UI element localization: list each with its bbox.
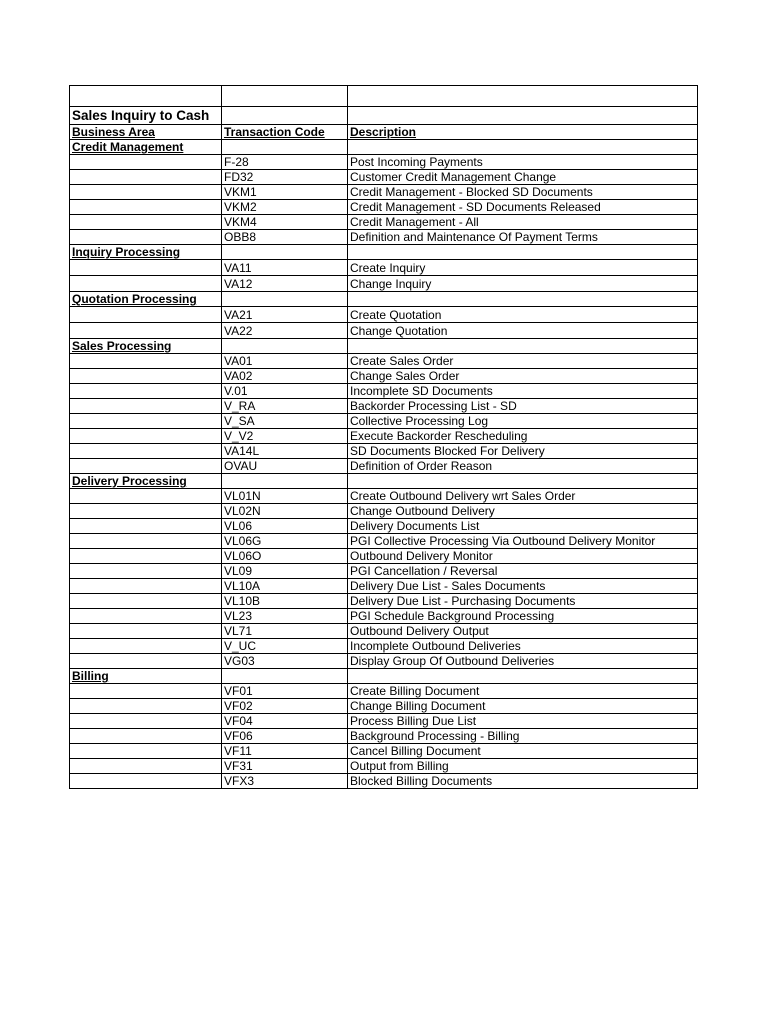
empty-cell[interactable] [70,170,222,185]
transaction-code-cell[interactable]: F-28 [222,155,348,170]
description-cell[interactable]: Blocked Billing Documents [348,774,698,789]
table-row [70,504,698,519]
table-row [70,594,698,609]
empty-cell[interactable] [70,200,222,215]
transaction-code-cell[interactable]: VA22 [222,323,348,339]
description-cell[interactable]: Collective Processing Log [348,414,698,429]
empty-cell[interactable] [70,654,222,669]
transaction-code-cell[interactable]: VF11 [222,744,348,759]
empty-cell[interactable] [70,714,222,729]
transaction-code-cell[interactable]: VF01 [222,684,348,699]
description-cell[interactable]: PGI Collective Processing Via Outbound Delivery Monitor [348,534,698,549]
title-row [70,107,698,125]
description-cell[interactable]: Post Incoming Payments [348,155,698,170]
transaction-code-cell[interactable]: OBB8 [222,230,348,245]
empty-cell[interactable] [70,215,222,230]
transaction-code-cell[interactable]: VA12 [222,276,348,292]
empty-cell[interactable] [70,414,222,429]
description-cell[interactable]: Incomplete Outbound Deliveries [348,639,698,654]
empty-cell[interactable] [70,444,222,459]
description-cell[interactable]: Change Billing Document [348,699,698,714]
description-cell[interactable]: SD Documents Blocked For Delivery [348,444,698,459]
column-header-transaction-code[interactable]: Transaction Code [222,125,348,140]
section-row [70,339,698,354]
description-cell[interactable]: PGI Schedule Background Processing [348,609,698,624]
empty-cell[interactable] [222,107,348,125]
column-header-business-area[interactable]: Business Area [70,125,222,140]
table-row [70,384,698,399]
section-row [70,292,698,307]
section-row [70,245,698,260]
empty-cell[interactable] [70,729,222,744]
empty-cell[interactable] [70,429,222,444]
description-cell[interactable]: Credit Management - SD Documents Released [348,200,698,215]
transaction-code-cell[interactable]: VL06O [222,549,348,564]
empty-cell[interactable] [70,684,222,699]
empty-cell[interactable] [222,292,348,307]
transaction-code-cell[interactable]: VF02 [222,699,348,714]
transaction-code-cell[interactable]: VL01N [222,489,348,504]
table-row [70,489,698,504]
description-cell[interactable]: Create Inquiry [348,260,698,276]
empty-cell[interactable] [70,489,222,504]
description-cell[interactable]: Credit Management - Blocked SD Documents [348,185,698,200]
description-cell[interactable]: Background Processing - Billing [348,729,698,744]
section-name[interactable]: Billing [70,669,222,684]
transaction-code-cell[interactable]: VA11 [222,260,348,276]
table-row [70,155,698,170]
table-row [70,354,698,369]
transaction-code-cell[interactable]: VL02N [222,504,348,519]
empty-cell[interactable] [70,564,222,579]
table-row [70,699,698,714]
table-row [70,714,698,729]
empty-cell[interactable] [70,624,222,639]
empty-cell[interactable] [70,86,222,107]
transaction-code-cell[interactable]: VL06 [222,519,348,534]
transaction-code-cell[interactable]: VFX3 [222,774,348,789]
empty-cell[interactable] [70,534,222,549]
description-cell[interactable]: Create Billing Document [348,684,698,699]
section-row [70,669,698,684]
empty-cell[interactable] [348,86,698,107]
transaction-code-cell[interactable]: VKM1 [222,185,348,200]
description-cell[interactable]: Delivery Due List - Purchasing Documents [348,594,698,609]
transaction-code-cell[interactable]: V_RA [222,399,348,414]
description-cell[interactable]: Create Quotation [348,307,698,323]
transaction-code-cell[interactable]: VA01 [222,354,348,369]
empty-cell[interactable] [70,185,222,200]
description-cell[interactable]: Change Sales Order [348,369,698,384]
transaction-code-cell[interactable]: VL10B [222,594,348,609]
description-cell[interactable]: Change Inquiry [348,276,698,292]
empty-cell[interactable] [70,307,222,323]
description-cell[interactable]: Cancel Billing Document [348,744,698,759]
empty-cell[interactable] [70,774,222,789]
empty-cell[interactable] [222,245,348,260]
transaction-code-cell[interactable]: VA21 [222,307,348,323]
empty-cell[interactable] [222,86,348,107]
empty-cell[interactable] [348,292,698,307]
description-cell[interactable]: Delivery Documents List [348,519,698,534]
transaction-code-cell[interactable]: V.01 [222,384,348,399]
table-row [70,429,698,444]
section-name[interactable]: Delivery Processing [70,474,222,489]
column-header-description[interactable]: Description [348,125,698,140]
transaction-code-cell[interactable]: VA02 [222,369,348,384]
table-row [70,323,698,339]
transaction-code-cell[interactable]: VKM4 [222,215,348,230]
empty-cell[interactable] [70,504,222,519]
transaction-code-cell[interactable]: VL10A [222,579,348,594]
section-name[interactable]: Quotation Processing [70,292,222,307]
transaction-code-cell[interactable]: VF31 [222,759,348,774]
description-cell[interactable]: Create Sales Order [348,354,698,369]
section-row [70,140,698,155]
transaction-code-table [69,85,698,789]
description-cell[interactable]: Display Group Of Outbound Deliveries [348,654,698,669]
transaction-code-cell[interactable]: VF04 [222,714,348,729]
table-row [70,744,698,759]
table-row [70,774,698,789]
description-cell[interactable]: Change Outbound Delivery [348,504,698,519]
transaction-code-cell[interactable]: VA14L [222,444,348,459]
description-cell[interactable]: Outbound Delivery Monitor [348,549,698,564]
description-cell[interactable]: Definition of Order Reason [348,459,698,474]
table-row [70,564,698,579]
transaction-code-cell[interactable]: VL71 [222,624,348,639]
table-row [70,399,698,414]
section-name[interactable]: Inquiry Processing [70,245,222,260]
table-row [70,369,698,384]
empty-cell[interactable] [222,140,348,155]
empty-cell[interactable] [70,579,222,594]
table-row [70,549,698,564]
empty-cell[interactable] [222,339,348,354]
description-cell[interactable]: Create Outbound Delivery wrt Sales Order [348,489,698,504]
transaction-code-cell[interactable]: OVAU [222,459,348,474]
header-row [70,125,698,140]
table-row [70,759,698,774]
empty-cell[interactable] [70,260,222,276]
table-row [70,230,698,245]
table-row [70,444,698,459]
transaction-code-cell[interactable]: VG03 [222,654,348,669]
empty-cell[interactable] [70,594,222,609]
empty-cell[interactable] [70,276,222,292]
empty-cell[interactable] [348,107,698,125]
empty-cell[interactable] [70,519,222,534]
empty-cell[interactable] [348,339,698,354]
description-cell[interactable]: Backorder Processing List - SD [348,399,698,414]
table-row [70,654,698,669]
empty-cell[interactable] [70,155,222,170]
table-row [70,170,698,185]
table-row [70,684,698,699]
empty-cell[interactable] [70,354,222,369]
table-row [70,414,698,429]
description-cell[interactable]: Process Billing Due List [348,714,698,729]
table-row [70,579,698,594]
transaction-code-cell[interactable]: VL06G [222,534,348,549]
empty-cell[interactable] [348,245,698,260]
empty-cell[interactable] [70,744,222,759]
empty-cell[interactable] [70,459,222,474]
transaction-code-cell[interactable]: V_SA [222,414,348,429]
empty-cell[interactable] [70,323,222,339]
section-name[interactable]: Sales Processing [70,339,222,354]
description-cell[interactable]: Credit Management - All [348,215,698,230]
table-row [70,260,698,276]
empty-cell[interactable] [348,140,698,155]
table-row [70,609,698,624]
description-cell[interactable]: Output from Billing [348,759,698,774]
empty-cell[interactable] [348,669,698,684]
empty-cell[interactable] [70,609,222,624]
table-row [70,185,698,200]
description-cell[interactable]: Change Quotation [348,323,698,339]
table-row [70,459,698,474]
spreadsheet-page [69,85,697,789]
table-row [70,276,698,292]
empty-cell[interactable] [70,384,222,399]
description-cell[interactable]: Outbound Delivery Output [348,624,698,639]
transaction-code-cell[interactable]: VKM2 [222,200,348,215]
empty-cell[interactable] [70,230,222,245]
table-row [70,534,698,549]
transaction-code-cell[interactable]: V_UC [222,639,348,654]
empty-cell[interactable] [70,369,222,384]
empty-cell[interactable] [70,639,222,654]
transaction-code-cell[interactable]: VL09 [222,564,348,579]
table-row [70,215,698,230]
transaction-code-cell[interactable]: VF06 [222,729,348,744]
table-row [70,624,698,639]
empty-cell[interactable] [70,699,222,714]
empty-cell[interactable] [70,759,222,774]
description-cell[interactable]: Execute Backorder Rescheduling [348,429,698,444]
description-cell[interactable]: Definition and Maintenance Of Payment Terms [348,230,698,245]
table-row [70,639,698,654]
description-cell[interactable]: Incomplete SD Documents [348,384,698,399]
empty-cell[interactable] [348,474,698,489]
table-row [70,307,698,323]
description-cell[interactable]: PGI Cancellation / Reversal [348,564,698,579]
description-cell[interactable]: Customer Credit Management Change [348,170,698,185]
sheet-title[interactable]: Sales Inquiry to Cash [70,107,222,125]
table-body [70,86,698,789]
transaction-code-cell[interactable]: V_V2 [222,429,348,444]
table-row [70,519,698,534]
empty-cell[interactable] [222,669,348,684]
description-cell[interactable]: Delivery Due List - Sales Documents [348,579,698,594]
section-name[interactable]: Credit Management [70,140,222,155]
empty-cell[interactable] [70,549,222,564]
section-row [70,474,698,489]
table-row [70,200,698,215]
blank-row [70,86,698,107]
empty-cell[interactable] [70,399,222,414]
transaction-code-cell[interactable]: VL23 [222,609,348,624]
empty-cell[interactable] [222,474,348,489]
table-row [70,729,698,744]
transaction-code-cell[interactable]: FD32 [222,170,348,185]
